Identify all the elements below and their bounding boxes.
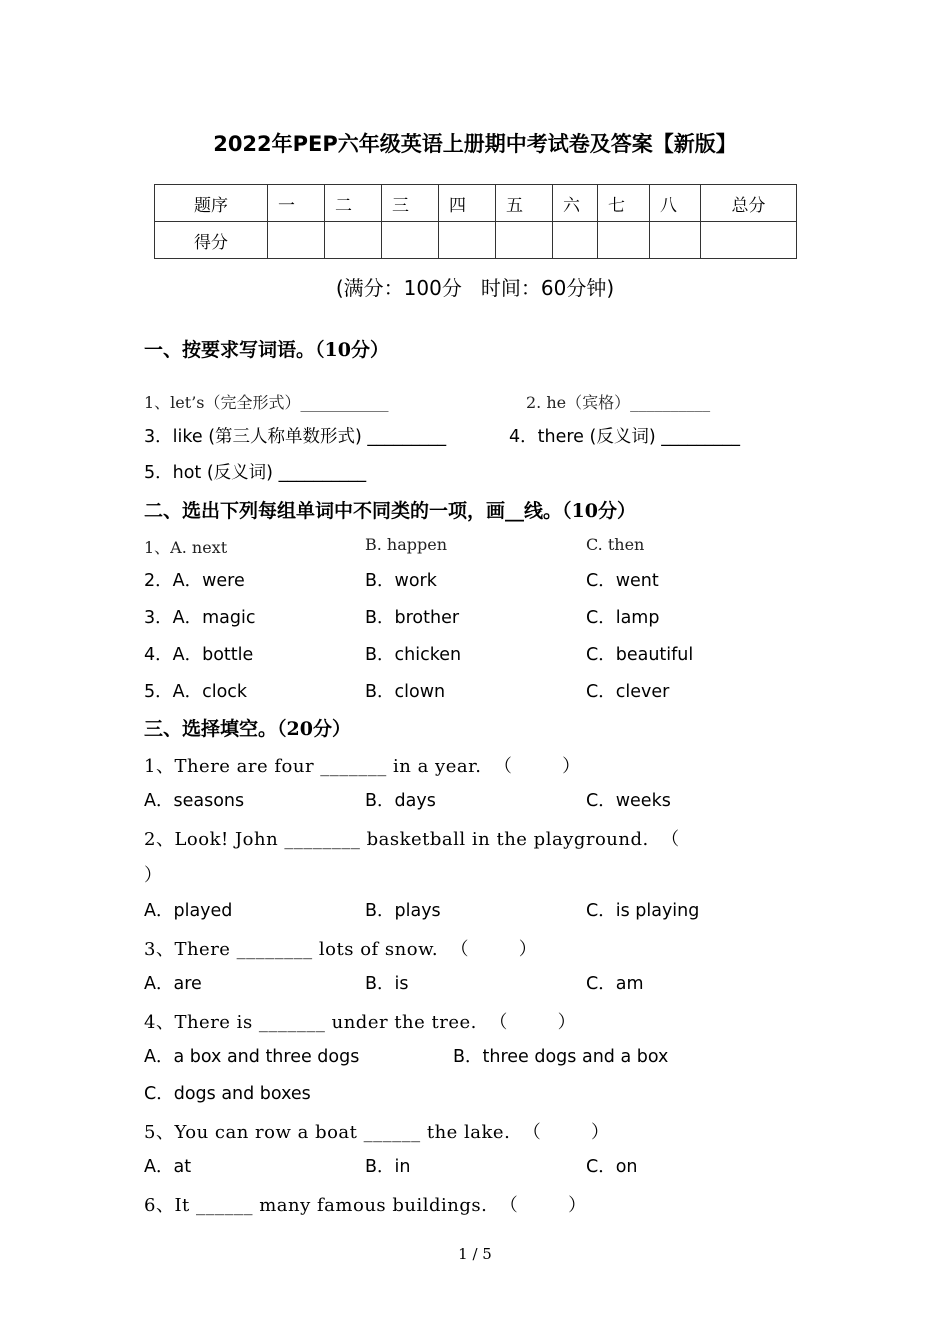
score-table-header-cell: 八: [650, 185, 701, 222]
option-text: B．days: [365, 791, 436, 811]
page-title: 2022年PEP六年级英语上册期中考试卷及答案【新版】: [213, 132, 737, 156]
question-text: 1、There are four _______ in a year. （ ）: [144, 756, 581, 777]
score-cell[interactable]: [598, 222, 650, 259]
option-text: C．lamp: [586, 608, 660, 628]
score-table-header-cell: 题序: [155, 185, 268, 222]
question-text: ）: [144, 865, 163, 886]
score-table-header-cell: 四: [439, 185, 496, 222]
score-table-header-cell: 一: [268, 185, 325, 222]
score-table-header-cell: 三: [382, 185, 439, 222]
score-table-header-cell: 五: [496, 185, 553, 222]
score-table-header-cell: 总分: [701, 185, 797, 222]
section-heading: 一、按要求写词语。（10分）: [144, 339, 389, 361]
score-cell[interactable]: [496, 222, 553, 259]
option-text: A．seasons: [144, 791, 245, 811]
option-text: A．are: [144, 974, 202, 994]
score-cell[interactable]: [268, 222, 325, 259]
exam-meta: (满分：100分 时间：60分钟): [335, 276, 615, 300]
question-text: 2、Look! John ________ basketball in the playground. （: [144, 829, 680, 850]
option-text: A．a box and three dogs: [144, 1047, 360, 1067]
section-heading: 二、选出下列每组单词中不同类的一项，画__线。（10分）: [144, 500, 636, 522]
option-text: C．am: [586, 974, 644, 994]
option-text: 3．A．magic: [144, 608, 256, 628]
option-text: A．at: [144, 1157, 192, 1177]
question-text: 1、let’s（完全形式）___________: [144, 393, 389, 412]
section-heading: 三、选择填空。（20分）: [144, 718, 351, 740]
option-text: B．chicken: [365, 645, 462, 665]
question-text: 3．like (第三人称单数形式) _________: [144, 427, 447, 447]
option-text: B．work: [365, 571, 437, 591]
score-table-header-cell: 七: [598, 185, 650, 222]
option-text: C．dogs and boxes: [144, 1084, 311, 1104]
option-text: C．weeks: [586, 791, 671, 811]
score-table-score-row: [155, 222, 797, 259]
score-table-header-cell: 六: [553, 185, 598, 222]
question-text: 5、You can row a boat ______ the lake. （ ）: [144, 1122, 610, 1143]
question-text: 2. he（宾格）__________: [526, 393, 711, 412]
score-table-header-row: [155, 185, 797, 222]
option-text: B．is: [365, 974, 409, 994]
option-text: B．brother: [365, 608, 460, 628]
option-text: C．is playing: [586, 901, 700, 921]
score-cell[interactable]: [701, 222, 797, 259]
option-text: 1、A. next: [144, 538, 228, 557]
option-text: B．in: [365, 1157, 411, 1177]
option-text: B．plays: [365, 901, 441, 921]
score-table: [154, 184, 797, 259]
option-text: C．clever: [586, 682, 670, 702]
option-text: 2．A．were: [144, 571, 245, 591]
option-text: C．beautiful: [586, 645, 694, 665]
question-text: 6、It ______ many famous buildings. （ ）: [144, 1195, 587, 1216]
score-cell[interactable]: [439, 222, 496, 259]
score-cell[interactable]: [325, 222, 382, 259]
page-number: 1 / 5: [458, 1245, 492, 1263]
question-text: 4、There is _______ under the tree. （ ）: [144, 1012, 577, 1033]
question-text: 4．there (反义词) _________: [509, 427, 740, 447]
option-text: 5．A．clock: [144, 682, 248, 702]
option-text: C．on: [586, 1157, 638, 1177]
option-text: 4．A．bottle: [144, 645, 254, 665]
question-text: 5．hot (反义词) __________: [144, 463, 367, 483]
score-cell[interactable]: [650, 222, 701, 259]
score-cell[interactable]: [553, 222, 598, 259]
option-text: A．played: [144, 901, 233, 921]
option-text: B．three dogs and a box: [453, 1047, 669, 1067]
score-table-header-cell: 二: [325, 185, 382, 222]
score-cell[interactable]: [382, 222, 439, 259]
question-text: 3、There ________ lots of snow. （ ）: [144, 939, 538, 960]
score-row-label: 得分: [155, 222, 268, 259]
option-text: C．went: [586, 571, 659, 591]
option-text: B．clown: [365, 682, 446, 702]
option-text: C. then: [586, 535, 645, 554]
option-text: B. happen: [365, 535, 448, 554]
